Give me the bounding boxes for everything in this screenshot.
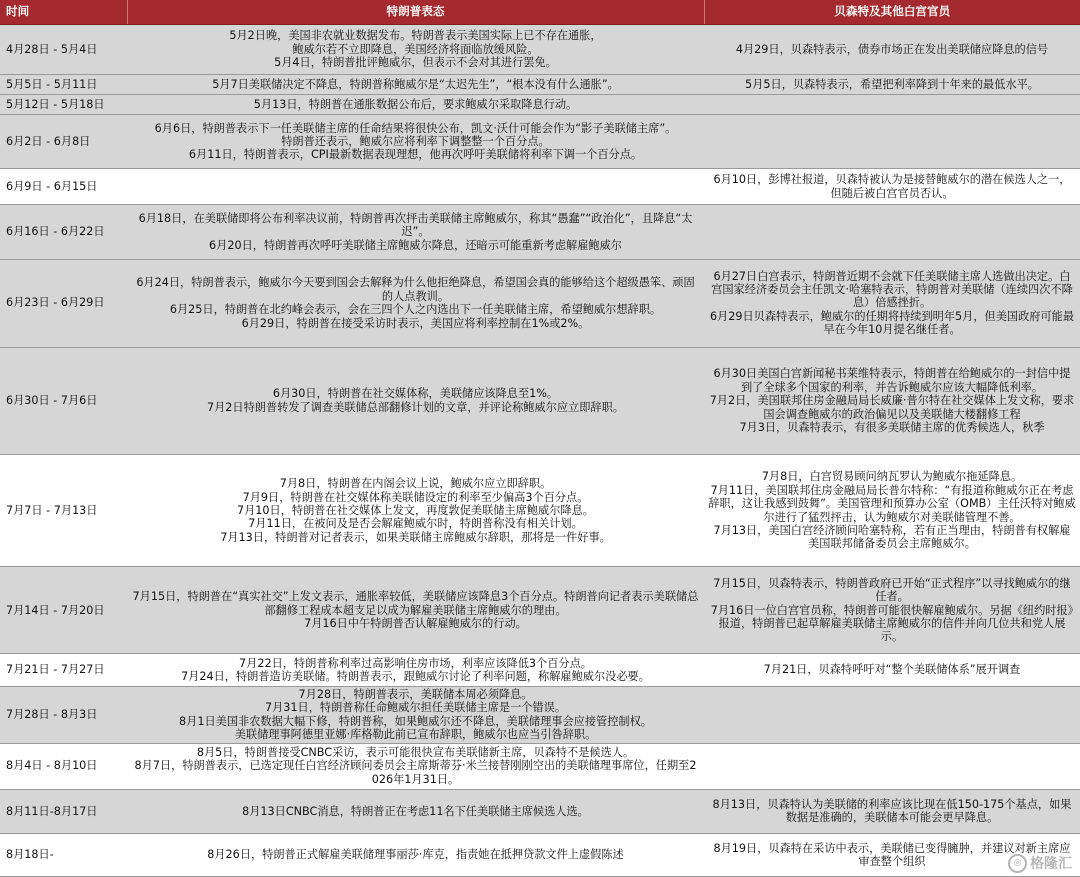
trump-statement-line: 8月1日美国非农数据大幅下修，特朗普称，如果鲍威尔还不降息，美联储理事会应接管控制权。 [179, 714, 652, 728]
bessent-statement-cell [704, 259, 1080, 347]
trump-statement-cell [127, 686, 704, 743]
bessent-statement-cell [704, 25, 1080, 75]
watermark [1008, 853, 1072, 873]
trump-statement-cell [127, 454, 704, 566]
trump-statement-line: 6月24日，特朗普表示，鲍威尔今天要到国会去解释为什么他拒绝降息，希望国会真的能够给这个超级愚笨、顽固的人点教训。 [136, 276, 695, 303]
header-trump: 特朗普表态 [127, 0, 704, 25]
bessent-statement-line: 8月19日，贝森特在采访中表示，美联储已变得臃肿，并建议对新主席应审查整个组织 [713, 841, 1071, 868]
trump-statement-line: 5月4日，特朗普批评鲍威尔，但表示不会对其进行罢免。 [274, 56, 557, 70]
bessent-statement-line: 8月13日，贝森特认为美联储的利率应该比现在低150-175个基点，如果数据是准确的，美联储本可能会更早降息。 [712, 797, 1072, 825]
bessent-statement-cell [704, 789, 1080, 833]
date-range-cell: 8月4日 - 8月10日 [0, 743, 127, 789]
trump-statement-line: 7月28日，特朗普表示，美联储本周必须降息。 [298, 687, 533, 701]
bessent-statement-cell [704, 686, 1080, 743]
bessent-statement-cell [704, 95, 1080, 115]
table-row [0, 789, 1080, 833]
date-range-cell: 7月21日 - 7月27日 [0, 654, 127, 686]
trump-statement-line: 5月2日晚，美国非农就业数据发布。特朗普表示美国实际上已不存在通胀， [229, 29, 602, 43]
table-row [0, 743, 1080, 789]
trump-statement-line: 6月30日，特朗普在社交媒体称，美联储应该降息至1%。 [272, 387, 559, 401]
trump-statement-cell [127, 205, 704, 259]
trump-statement-line: 6月29日，特朗普在接受采访时表示，美国应将利率控制在1%或2%。 [241, 316, 590, 330]
date-range-cell: 5月5日 - 5月11日 [0, 75, 127, 95]
trump-statement-cell [127, 567, 704, 654]
bessent-statement-cell [704, 743, 1080, 789]
trump-statement-cell [127, 654, 704, 686]
table-row [0, 833, 1080, 876]
trump-statement-line: 7月15日，特朗普在“真实社交”上发文表示，通胀率较低，美联储应该降息3个百分点。特朗普向记者表示美联储总部翻修工程成本超支足以成为解雇美联储主席鲍威尔的理由。 [132, 590, 699, 617]
table-row [0, 115, 1080, 169]
trump-statement-line: 6月11日，特朗普表示，CPI最新数据表现理想，他再次呼吁美联储将利率下调一个百分点。 [188, 148, 643, 162]
trump-statement-line: 5月7日美联储决定不降息，特朗普称鲍威尔是“太迟先生”，“根本没有什么通胀”。 [212, 77, 619, 91]
date-range-cell: 4月28日 - 5月4日 [0, 25, 127, 75]
bessent-statement-cell [704, 454, 1080, 566]
date-range-cell: 6月23日 - 6月29日 [0, 259, 127, 347]
trump-statement-line: 8月5日，特朗普接受CNBC采访，表示可能很快宣布美联储新主席，贝森特不是候选人。 [196, 746, 635, 760]
header-bessent: 贝森特及其他白宫官员 [704, 0, 1080, 25]
trump-statement-line: 7月8日，特朗普在内阁会议上说，鲍威尔应立即辞职。 [279, 477, 552, 491]
bessent-statement-line: 6月29日贝森特表示，鲍威尔的任期将持续到明年5月，但美国政府可能最早在今年10月提名继任者。 [709, 309, 1075, 337]
trump-statement-line: 7月2日特朗普转发了调查美联储总部翻修计划的文章，并评论称鲍威尔应立即辞职。 [207, 400, 624, 414]
bessent-statement-line: 7月16日一位白宫官员称，特朗普可能很快解雇鲍威尔。另据《纽约时报》报道，特朗普已起草解雇美联储主席鲍威尔的信件并向几位共和党人展示。 [710, 603, 1074, 644]
bessent-statement-cell [704, 654, 1080, 686]
table-row [0, 205, 1080, 259]
trump-statement-line: 7月11日，在被问及是否会解雇鲍威尔时，特朗普称没有相关计划。 [248, 517, 583, 531]
date-range-cell: 6月2日 - 6月8日 [0, 115, 127, 169]
trump-statement-cell [127, 833, 704, 876]
trump-statement-cell [127, 115, 704, 169]
watermark-text: 格隆汇 [1030, 856, 1072, 872]
table-row [0, 567, 1080, 654]
table-row [0, 95, 1080, 115]
trump-statement-line: 特朗普还表示，鲍威尔应将利率下调整整一个百分点。 [281, 135, 550, 149]
table-row [0, 654, 1080, 686]
table-row [0, 25, 1080, 75]
trump-statement-line: 6月6日，特朗普表示下一任美联储主席的任命结果将很快公布，凯文·沃什可能会作为“影子美联储主席”。 [154, 121, 677, 135]
trump-statement-cell [127, 169, 704, 205]
trump-statement-line: 6月25日，特朗普在北约峰会表示，会在三四个人之内选出下一任美联储主席，希望鲍威尔想辞职。 [169, 303, 662, 317]
bessent-statement-line: 7月21日，贝森特呼吁对“整个美联储体系”展开调查 [763, 663, 1021, 677]
date-range-cell: 6月9日 - 6月15日 [0, 169, 127, 205]
bessent-statement-cell [704, 169, 1080, 205]
gelonghui-logo-icon: ◎ [1008, 854, 1027, 873]
bessent-statement-line: 5月5日，贝森特表示，希望把利率降到十年来的最低水平。 [745, 77, 1039, 91]
table-row [0, 169, 1080, 205]
trump-statement-line: 美联储理事阿德里亚娜·库格勒此前已宣布辞职，鲍威尔也应当引咎辞职。 [234, 727, 597, 741]
trump-statement-line: 7月9日，特朗普在社交媒体称美联储设定的利率至少偏高3个百分点。 [242, 490, 589, 504]
trump-statement-cell [127, 259, 704, 347]
table-row [0, 259, 1080, 347]
trump-statement-line: 8月7日，特朗普表示，已选定现任白宫经济顾问委员会主席斯蒂芬·米兰接替刚刚空出的美联储理事席位，任期至2026年1月31日。 [134, 759, 697, 786]
trump-statement-line: 5月13日，特朗普在通胀数据公布后，要求鲍威尔采取降息行动。 [253, 97, 578, 111]
bessent-statement-line: 7月15日，贝森特表示，特朗普政府已开始“正式程序”以寻找鲍威尔的继任者。 [713, 576, 1071, 604]
bessent-statement-cell [704, 75, 1080, 95]
trump-statement-cell [127, 743, 704, 789]
bessent-statement-line: 7月2日，美国联邦住房金融局局长威廉·普尔特在社交媒体上发文称，要求国会调查鲍威尔的政治偏见以及美联储大楼翻修工程 [709, 394, 1075, 421]
bessent-statement-line: 7月8日，白宫贸易顾问纳瓦罗认为鲍威尔拖延降息。 [761, 470, 1023, 484]
date-range-cell: 7月7日 - 7月13日 [0, 454, 127, 566]
trump-statement-cell [127, 789, 704, 833]
bessent-statement-line: 6月10日，彭博社报道，贝森特被认为是接替鲍威尔的潜在候选人之一，但随后被白宫官员否认。 [713, 173, 1071, 200]
date-range-cell: 6月30日 - 7月6日 [0, 347, 127, 454]
trump-statement-cell [127, 75, 704, 95]
bessent-statement-cell [704, 205, 1080, 259]
bessent-statement-line: 7月11日，美国联邦住房金融局局长普尔特称：“有报道称鲍威尔正在考虑辞职，这让我感到鼓舞”。美国管理和预算办公室（OMB）主任沃特对鲍威尔进行了猛烈抨击，认为鲍威尔对美联储管理不善。 [708, 483, 1076, 524]
bessent-statement-cell [704, 115, 1080, 169]
trump-statement-line: 7月16日中午特朗普否认解雇鲍威尔的行动。 [304, 617, 527, 631]
bessent-statement-line: 6月30日美国白宫新闻秘书莱维特表示，特朗普在给鲍威尔的一封信中提到了全球多个国家的利率，并告诉鲍威尔应该大幅降低利率。 [713, 367, 1071, 394]
trump-statement-line: 8月26日，特朗普正式解雇美联储理事丽莎·库克，指责她在抵押贷款文件上虚假陈述 [207, 848, 624, 862]
date-range-cell: 7月14日 - 7月20日 [0, 567, 127, 654]
table-row [0, 347, 1080, 454]
header-row [0, 0, 1080, 25]
table-row [0, 454, 1080, 566]
trump-statement-line: 6月20日，特朗普再次呼吁美联储主席鲍威尔降息，还暗示可能重新考虑解雇鲍威尔 [209, 238, 622, 252]
trump-statement-line: 鲍威尔若不立即降息，美国经济将面临放缓风险。 [292, 42, 539, 56]
date-range-cell: 8月11日-8月17日 [0, 789, 127, 833]
bessent-statement-line: 6月27日白宫表示，特朗普近期不会就下任美联储主席人选做出决定。白宫国家经济委员会主任凯文·哈塞特表示，特朗普对美联储（连续四次不降息）倍感挫折。 [711, 269, 1073, 310]
date-range-cell: 6月16日 - 6月22日 [0, 205, 127, 259]
date-range-cell: 7月28日 - 8月3日 [0, 686, 127, 743]
trump-statement-cell [127, 347, 704, 454]
date-range-cell: 5月12日 - 5月18日 [0, 95, 127, 115]
trump-statement-line: 7月31日，特朗普称任命鲍威尔担任美联储主席是一个错误。 [264, 701, 567, 715]
trump-statement-line: 7月24日，特朗普造访美联储。特朗普表示，跟鲍威尔讨论了利率问题，称解雇鲍威尔没必要。 [181, 669, 650, 683]
bessent-statement-line: 7月3日，贝森特表示，有很多美联储主席的优秀候选人，秋季 [739, 420, 1045, 434]
date-range-cell: 8月18日- [0, 833, 127, 876]
header-time: 时间 [0, 0, 127, 25]
bessent-statement-cell [704, 567, 1080, 654]
table-row [0, 75, 1080, 95]
trump-statement-line: 8月13日CNBC消息，特朗普正在考虑11名下任美联储主席候选人选。 [242, 804, 589, 818]
trump-statement-cell [127, 95, 704, 115]
bessent-statement-line: 4月29日，贝森特表示，债券市场正在发出美联储应降息的信号 [735, 42, 1049, 56]
bessent-statement-line: 7月13日，美国白宫经济顾问哈塞特称，若有正当理由，特朗普有权解雇美国联邦储备委员会主席鲍威尔。 [713, 524, 1071, 551]
trump-statement-line: 7月10日，特朗普在社交媒体上发文，再度敦促美联储主席鲍威尔降息。 [237, 503, 594, 517]
trump-statement-line: 6月18日，在美联储即将公布利率决议前，特朗普再次抨击美联储主席鲍威尔，称其“愚蠢”“政治化”，且降息“太迟”。 [138, 211, 693, 239]
trump-statement-cell [127, 25, 704, 75]
trump-statement-line: 7月13日，特朗普对记者表示，如果美联储主席鲍威尔辞职，那将是一件好事。 [220, 530, 611, 544]
trump-statement-line: 7月22日，特朗普称利率过高影响住房市场，利率应该降低3个百分点。 [239, 656, 592, 670]
bessent-statement-cell [704, 347, 1080, 454]
table-row [0, 686, 1080, 743]
